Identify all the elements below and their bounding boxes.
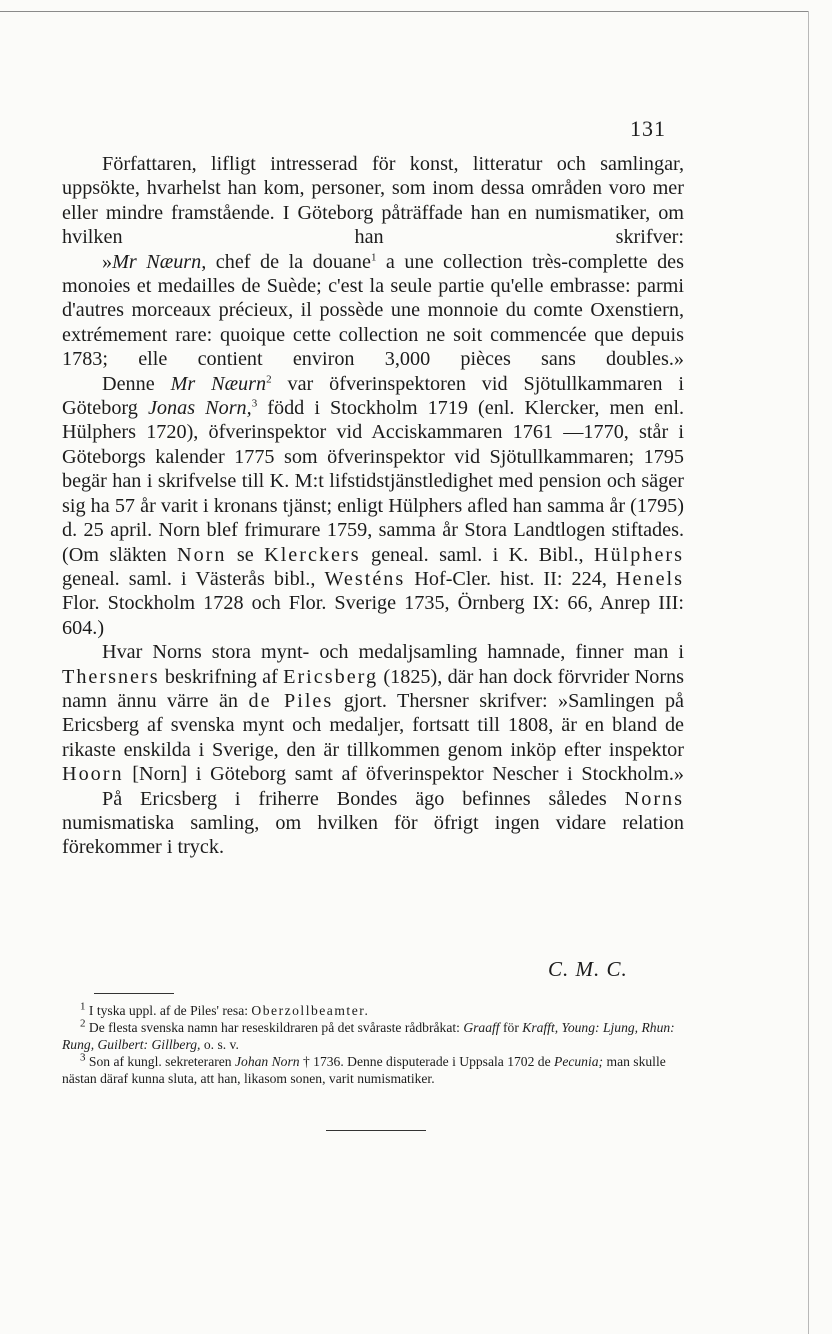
page-number: 131 [630,116,666,141]
footnotes [62,1002,684,1087]
footnote-1-text: I tyska uppl. af de Piles' resa: [85,1003,252,1018]
p3-jonas-norn: Jonas Norn, [147,397,252,420]
footnote-1-spaced: Oberzollbeamter. [251,1003,370,1018]
p3-text-f: geneal. saml. i Västerås bibl., [62,567,325,590]
p3-text-b: var öfverinspektoren vid Sjötullkammaren i Göteborg [62,372,685,420]
p4-hoorn: Hoorn [62,763,124,786]
page-end-divider [326,1130,426,1131]
paragraph-1 [62,152,684,250]
p3-text-h: Flor. Stockholm 1728 och Flor. Sverige 1735, Örnberg IX: 66, Anrep III: 604.) [62,592,684,639]
p3-text-c: född i Stockholm 1719 (enl. Klercker, men enl. Hülphers 1720), öfverinspektor vid Acciskammaren 1761 —1770, står i Göteborgs kalender 1775 som öfverinspektor vid Sjötullkammaren; 1795 begär han i skrifvelse till K. M:t lifstidstjänstledighet med pension och säger sig ha 57 år varit i kronans tjänst; enligt Hülphers afled han samma år (1795) d. 25 april. Norn blef frimurare 1759, samma år Stora Landtlogen stiftades. (Om släkten [62,397,685,566]
footnote-ref-2: 2 [266,372,272,385]
footnote-2-text-c: o. s. v. [200,1037,239,1052]
p4-text-d: gjort. Thersner skrifver: »Samlingen på Ericsberg af svenska mynt och medaljer, fortsatt till 1808, är en bland de rikaste enskilda i Sverige, den är tillkommen genom inköp efter inspektor [62,689,684,761]
footnote-3 [62,1053,684,1087]
footnote-3-text-a: Son af kungl. sekreteraren [85,1054,235,1069]
p3-henels: Henels [615,567,684,590]
p4-text-e: [Norn] i Göteborg samt af öfverinspektor Nescher i Stockholm.» [123,763,684,786]
p3-klerckers: Klerckers [264,543,361,566]
p2-text-b: a une collection très-complette des monoies et medailles de Suède; c'est la seule partie qu'elle embrasse: parmi d'autres morceaux précieux, il possède une monnoie du comte Oxenstiern, extrémement rare: quoique cette collection ne soit commencée que depuis 1783; elle contient environ 3,000 pièces sans doubles.» [62,250,684,371]
p2-name: Mr Næurn, [112,250,207,273]
p5-text-b: numismatiska samling, om hvilken för öfrigt ingen vidare relation förekommer i tryck. [62,811,684,859]
paragraph-4 [62,640,684,786]
footnote-2-text-a: De flesta svenska namn har reseskildraren på det svåraste rådbråkat: [85,1020,464,1035]
p5-norns: Norns [624,787,684,810]
p3-text-a: Denne [102,372,171,395]
p2-open-quote: » [102,250,113,273]
p3-name: Mr Næurn [170,372,267,395]
footnote-1 [62,1002,684,1019]
body-text [62,152,684,860]
p4-ericsberg: Ericsberg [283,665,379,688]
p3-text-d: se [226,543,265,566]
footnote-2 [62,1019,684,1053]
p5-text-a: På Ericsberg i friherre Bondes ägo befinnes således [102,787,625,810]
p4-text-c: (1825), där han dock förvrider Norns namn ännu värre än [62,665,684,712]
footnote-3-text-b: † 1736. Denne disputerade i Uppsala 1702 de [299,1054,555,1069]
p3-hulphers: Hülphers [593,543,684,566]
page-top-border [0,11,808,12]
footnote-2-graaff: Graaff [463,1020,500,1035]
p3-norn: Norn [176,543,227,566]
footnote-3-number: 3 [80,1051,86,1064]
p2-text-a: chef de la douane [206,250,371,273]
signature: C. M. C. [548,957,628,981]
p4-de-piles: de Piles [248,689,334,712]
p4-text-b: beskrifning af [159,665,284,688]
footnote-2-text-b: för [499,1020,523,1035]
footnote-2-number: 2 [80,1017,86,1030]
p4-text-a: Hvar Norns stora mynt- och medaljsamling hamnade, finner man i [102,641,684,664]
paragraph-2 [62,250,684,372]
footnote-divider [94,993,174,994]
paragraph-3 [62,372,684,640]
p3-text-g: Hof-Cler. hist. II: 224, [405,567,616,590]
p4-thersners: Thersners [62,665,160,688]
footnote-3-pecunia: Pecunia; [554,1054,604,1069]
p3-westens: Westéns [324,567,406,590]
footnote-ref-1: 1 [370,250,377,263]
page-right-border [808,11,809,1334]
paragraph-5 [62,787,684,860]
footnote-3-johan-norn: Johan Norn [234,1054,300,1069]
footnote-ref-3: 3 [251,397,258,410]
p3-text-e: geneal. saml. i K. Bibl., [360,543,594,566]
footnote-1-number: 1 [80,1000,86,1013]
footnote-2-names: Krafft, Young: Ljung, Rhun: Rung, Guilbert: Gillberg, [62,1020,675,1052]
footnote-3-text-c: man skulle nästan däraf kunna sluta, att han, likasom sonen, varit numismatiker. [62,1054,666,1086]
p1-text: Författaren, lifligt intresserad för konst, litteratur och samlingar, uppsökte, hvarhelst han kom, personer, som inom dessa områden voro mer eller mindre framstående. I Göteborg påträffade han en numismatiker, om hvilken han skrifver: [62,153,684,249]
